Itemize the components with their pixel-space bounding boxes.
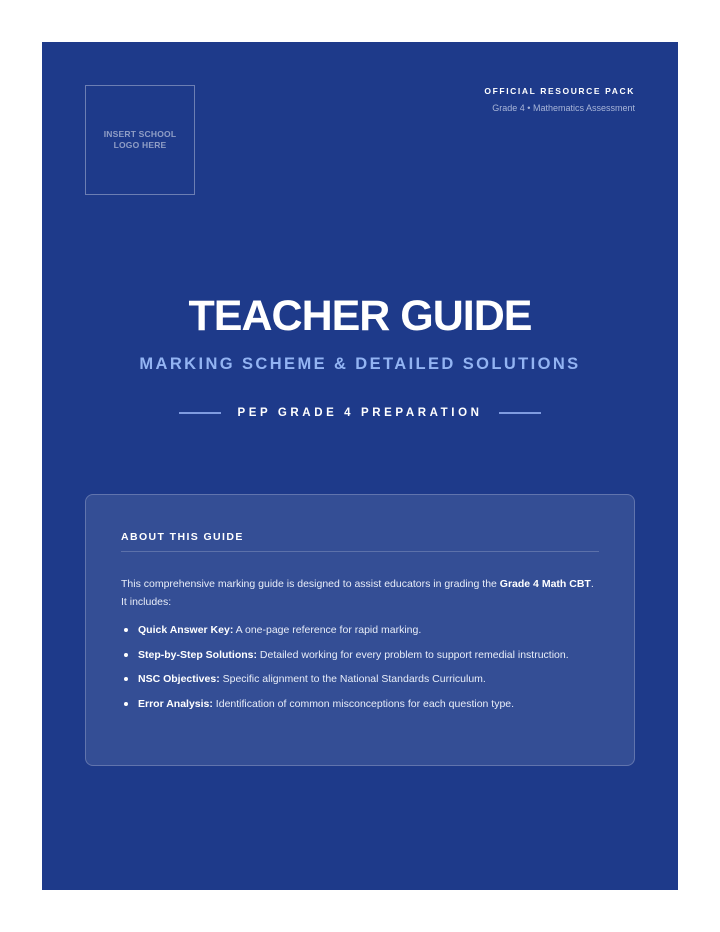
feature-label: Step-by-Step Solutions: <box>138 648 257 661</box>
feature-label: NSC Objectives: <box>138 673 220 685</box>
page-title: TEACHER GUIDE <box>188 292 532 340</box>
about-intro <box>121 575 599 611</box>
bullet-icon <box>124 702 128 706</box>
bullet-icon <box>124 653 128 657</box>
bullet-icon <box>124 628 128 632</box>
list-item <box>121 622 599 638</box>
prep-banner <box>42 407 678 419</box>
resource-pack-label: OFFICIAL RESOURCE PACK <box>484 86 635 96</box>
left-divider-line <box>179 412 221 414</box>
feature-text: A one-page reference for rapid marking. <box>233 624 422 636</box>
feature-label: Quick Answer Key: <box>138 624 234 636</box>
intro-text-start: This comprehensive marking guide is designed to assist educators in grading the <box>121 578 500 590</box>
prep-label: PEP GRADE 4 PREPARATION <box>237 407 483 419</box>
logo-placeholder-text: INSERT SCHOOL LOGO HERE <box>103 129 177 150</box>
feature-list <box>121 622 599 712</box>
about-guide-card <box>85 494 635 766</box>
list-item <box>121 647 599 663</box>
intro-text-end: . It includes: <box>121 578 594 608</box>
feature-text: Specific alignment to the National Standards Curriculum. <box>219 673 486 685</box>
feature-text: Identification of common misconceptions for each question type. <box>212 697 515 710</box>
list-item <box>121 671 599 687</box>
feature-label: Error Analysis: <box>138 697 213 710</box>
page-subtitle: MARKING SCHEME & DETAILED SOLUTIONS <box>139 355 581 373</box>
list-item <box>121 696 599 712</box>
resource-header <box>484 86 635 113</box>
right-divider-line <box>499 412 541 414</box>
intro-highlight: Grade 4 Math CBT <box>499 578 591 590</box>
about-heading: ABOUT THIS GUIDE <box>121 531 599 552</box>
school-logo-placeholder <box>85 85 195 195</box>
bullet-icon <box>124 677 128 681</box>
cover-page <box>42 42 678 890</box>
feature-text: Detailed working for every problem to support remedial instruction. <box>257 648 569 661</box>
grade-subject-line: Grade 4 • Mathematics Assessment <box>492 103 635 113</box>
